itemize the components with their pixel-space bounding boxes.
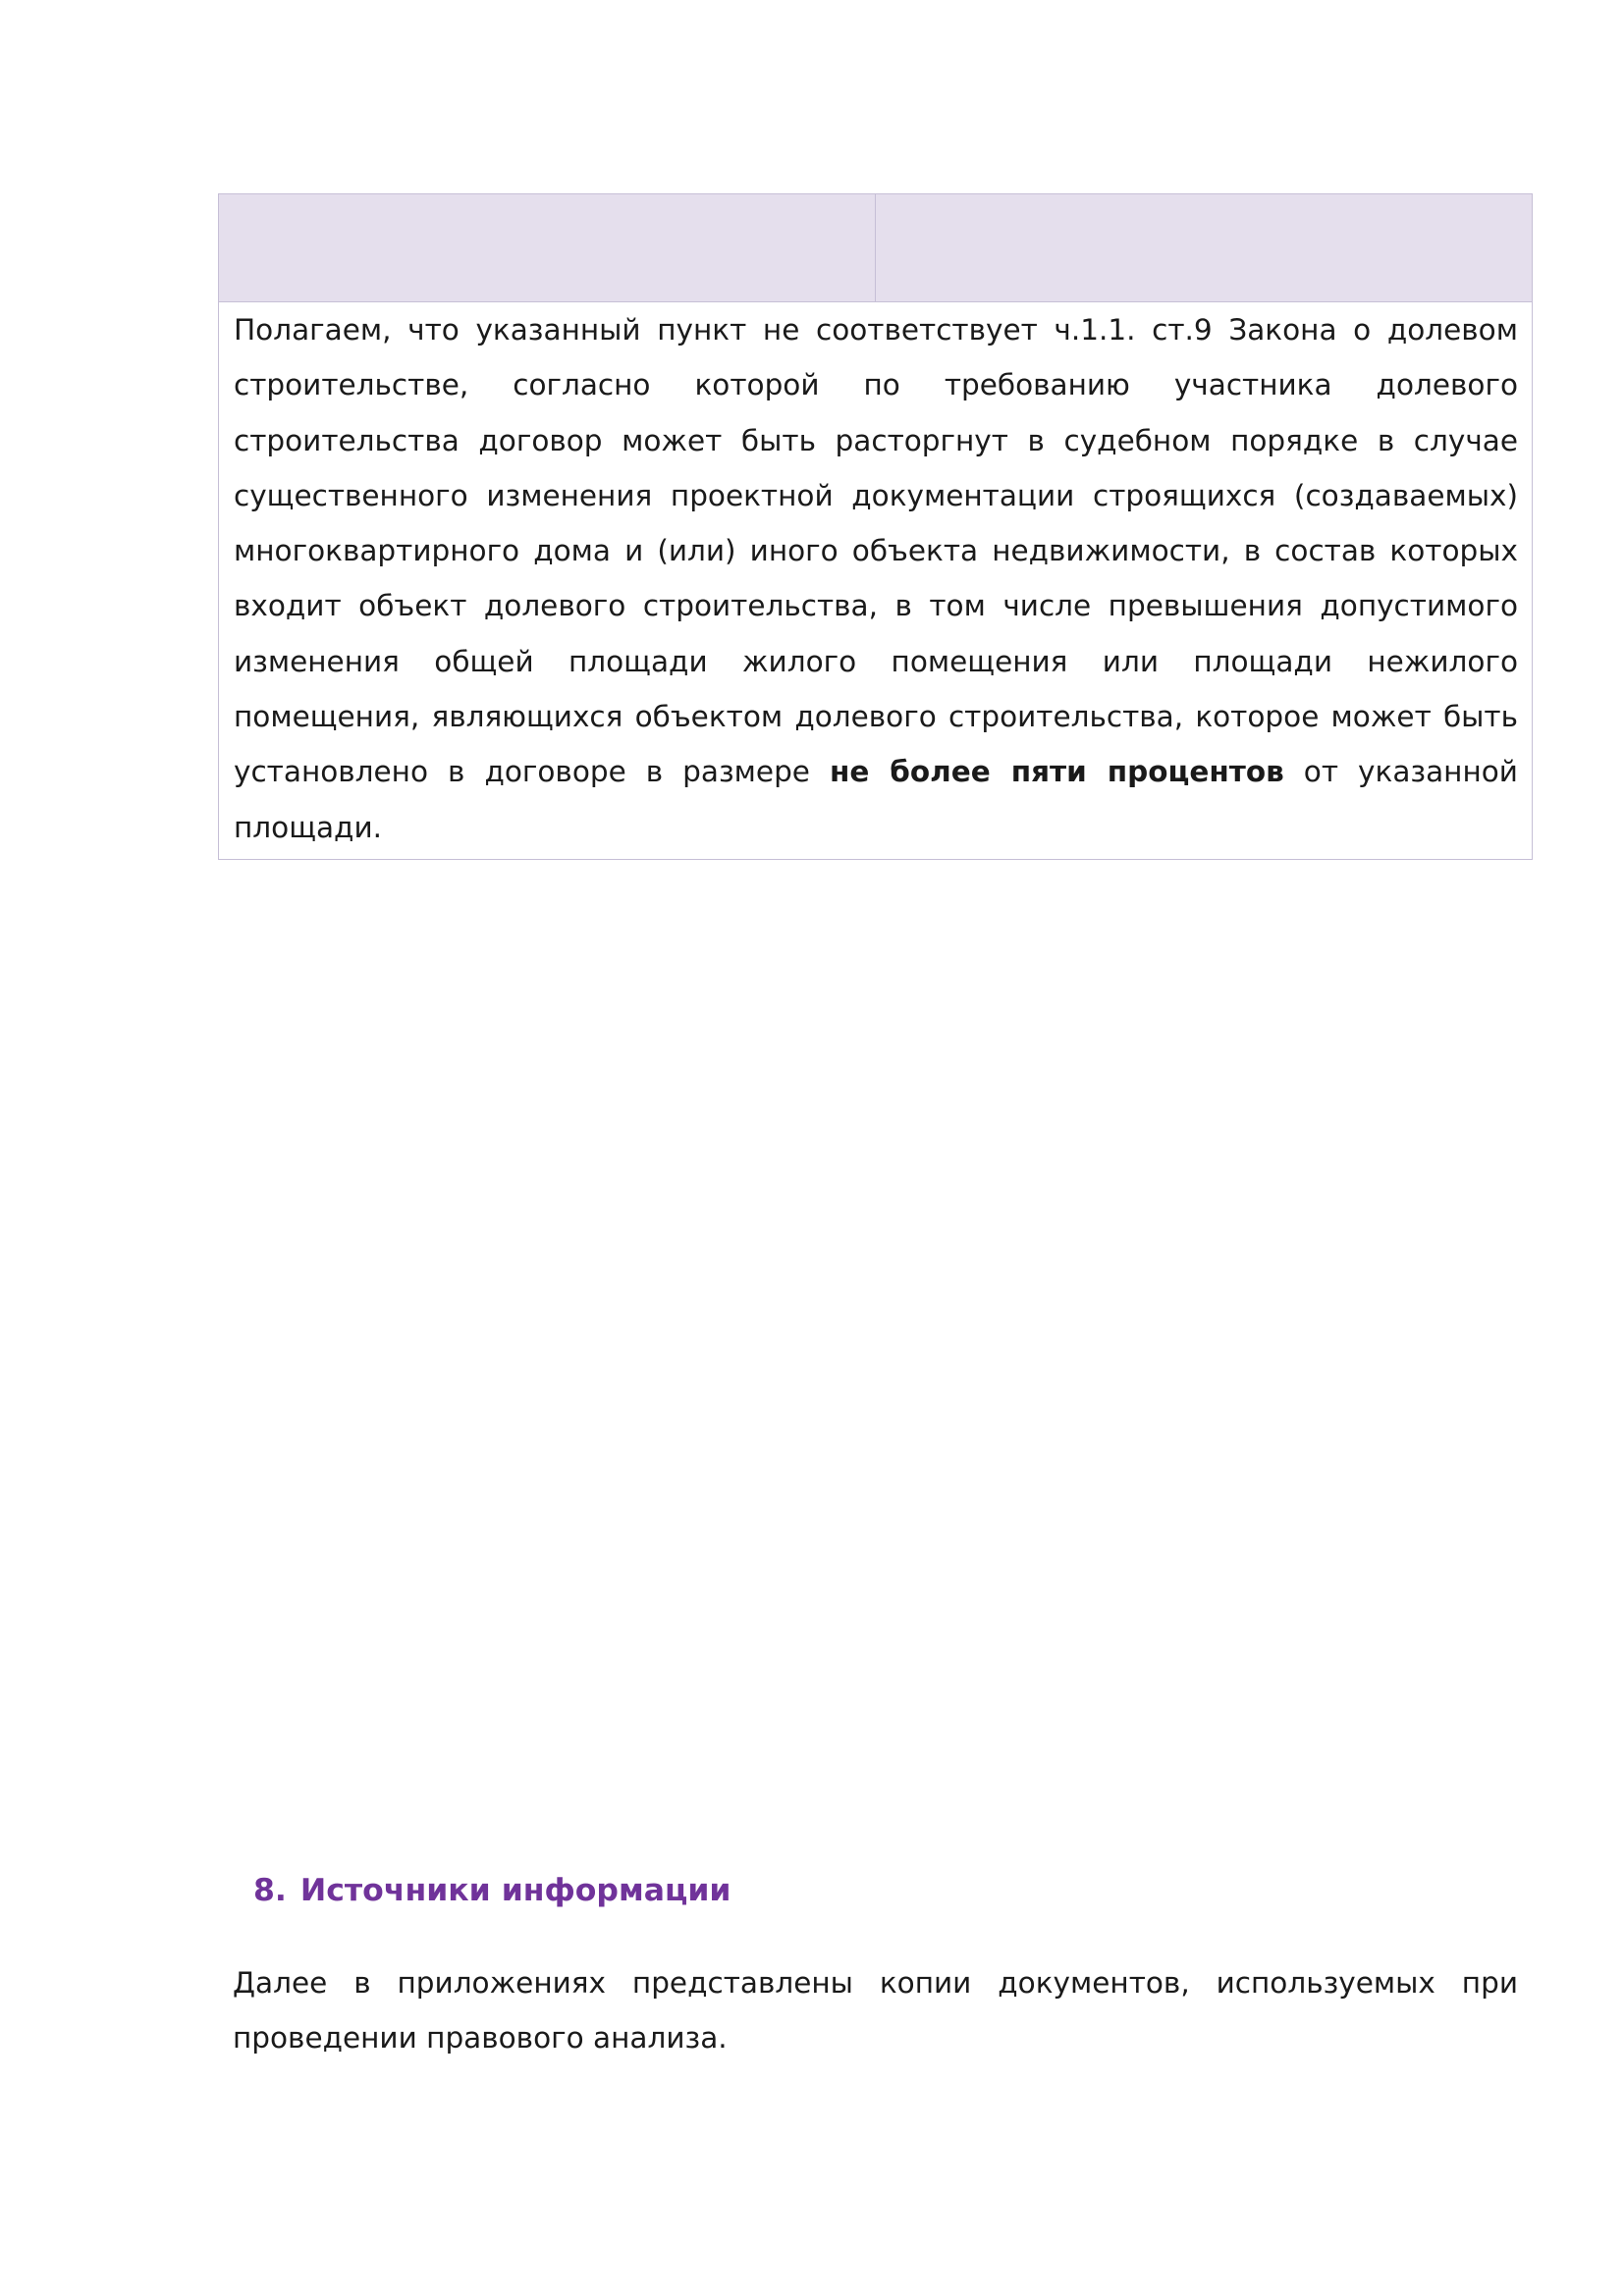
table-header-cell-right xyxy=(875,194,1532,301)
section-title: Источники информации xyxy=(299,1873,731,1908)
table-paragraph-start: Полагаем, что указанный пункт не соответствует ч.1.1. ст.9 Закона о долевом строительстве, согласно которой по требованию участника долевого строительства договор может быть расторгнут в судебном порядке в случае существенного изменения проектной документации строящихся (создаваемых) многоквартирного дома и (или) иного объекта недвижимости, в состав которых входит объект долевого строительства, в том числе превышения допустимого изменения общей площади жилого помещения или площади нежилого помещения, являющихся объектом долевого строительства, которое может быть установлено в договоре в размере xyxy=(234,313,1518,789)
table-paragraph-end: от указанной площади. xyxy=(234,755,1518,844)
section-heading xyxy=(253,1866,731,1915)
analysis-table xyxy=(218,193,1533,860)
table-body-cell xyxy=(219,302,1532,859)
table-paragraph-bold: не более пяти процентов xyxy=(829,755,1284,789)
section-number: 8. xyxy=(253,1873,287,1908)
table-header-row xyxy=(219,194,1532,302)
section-paragraph: Далее в приложениях представлены копии документов, используемых при проведении правового анализа. xyxy=(233,1966,1518,2056)
table-header-cell-left xyxy=(219,194,875,301)
